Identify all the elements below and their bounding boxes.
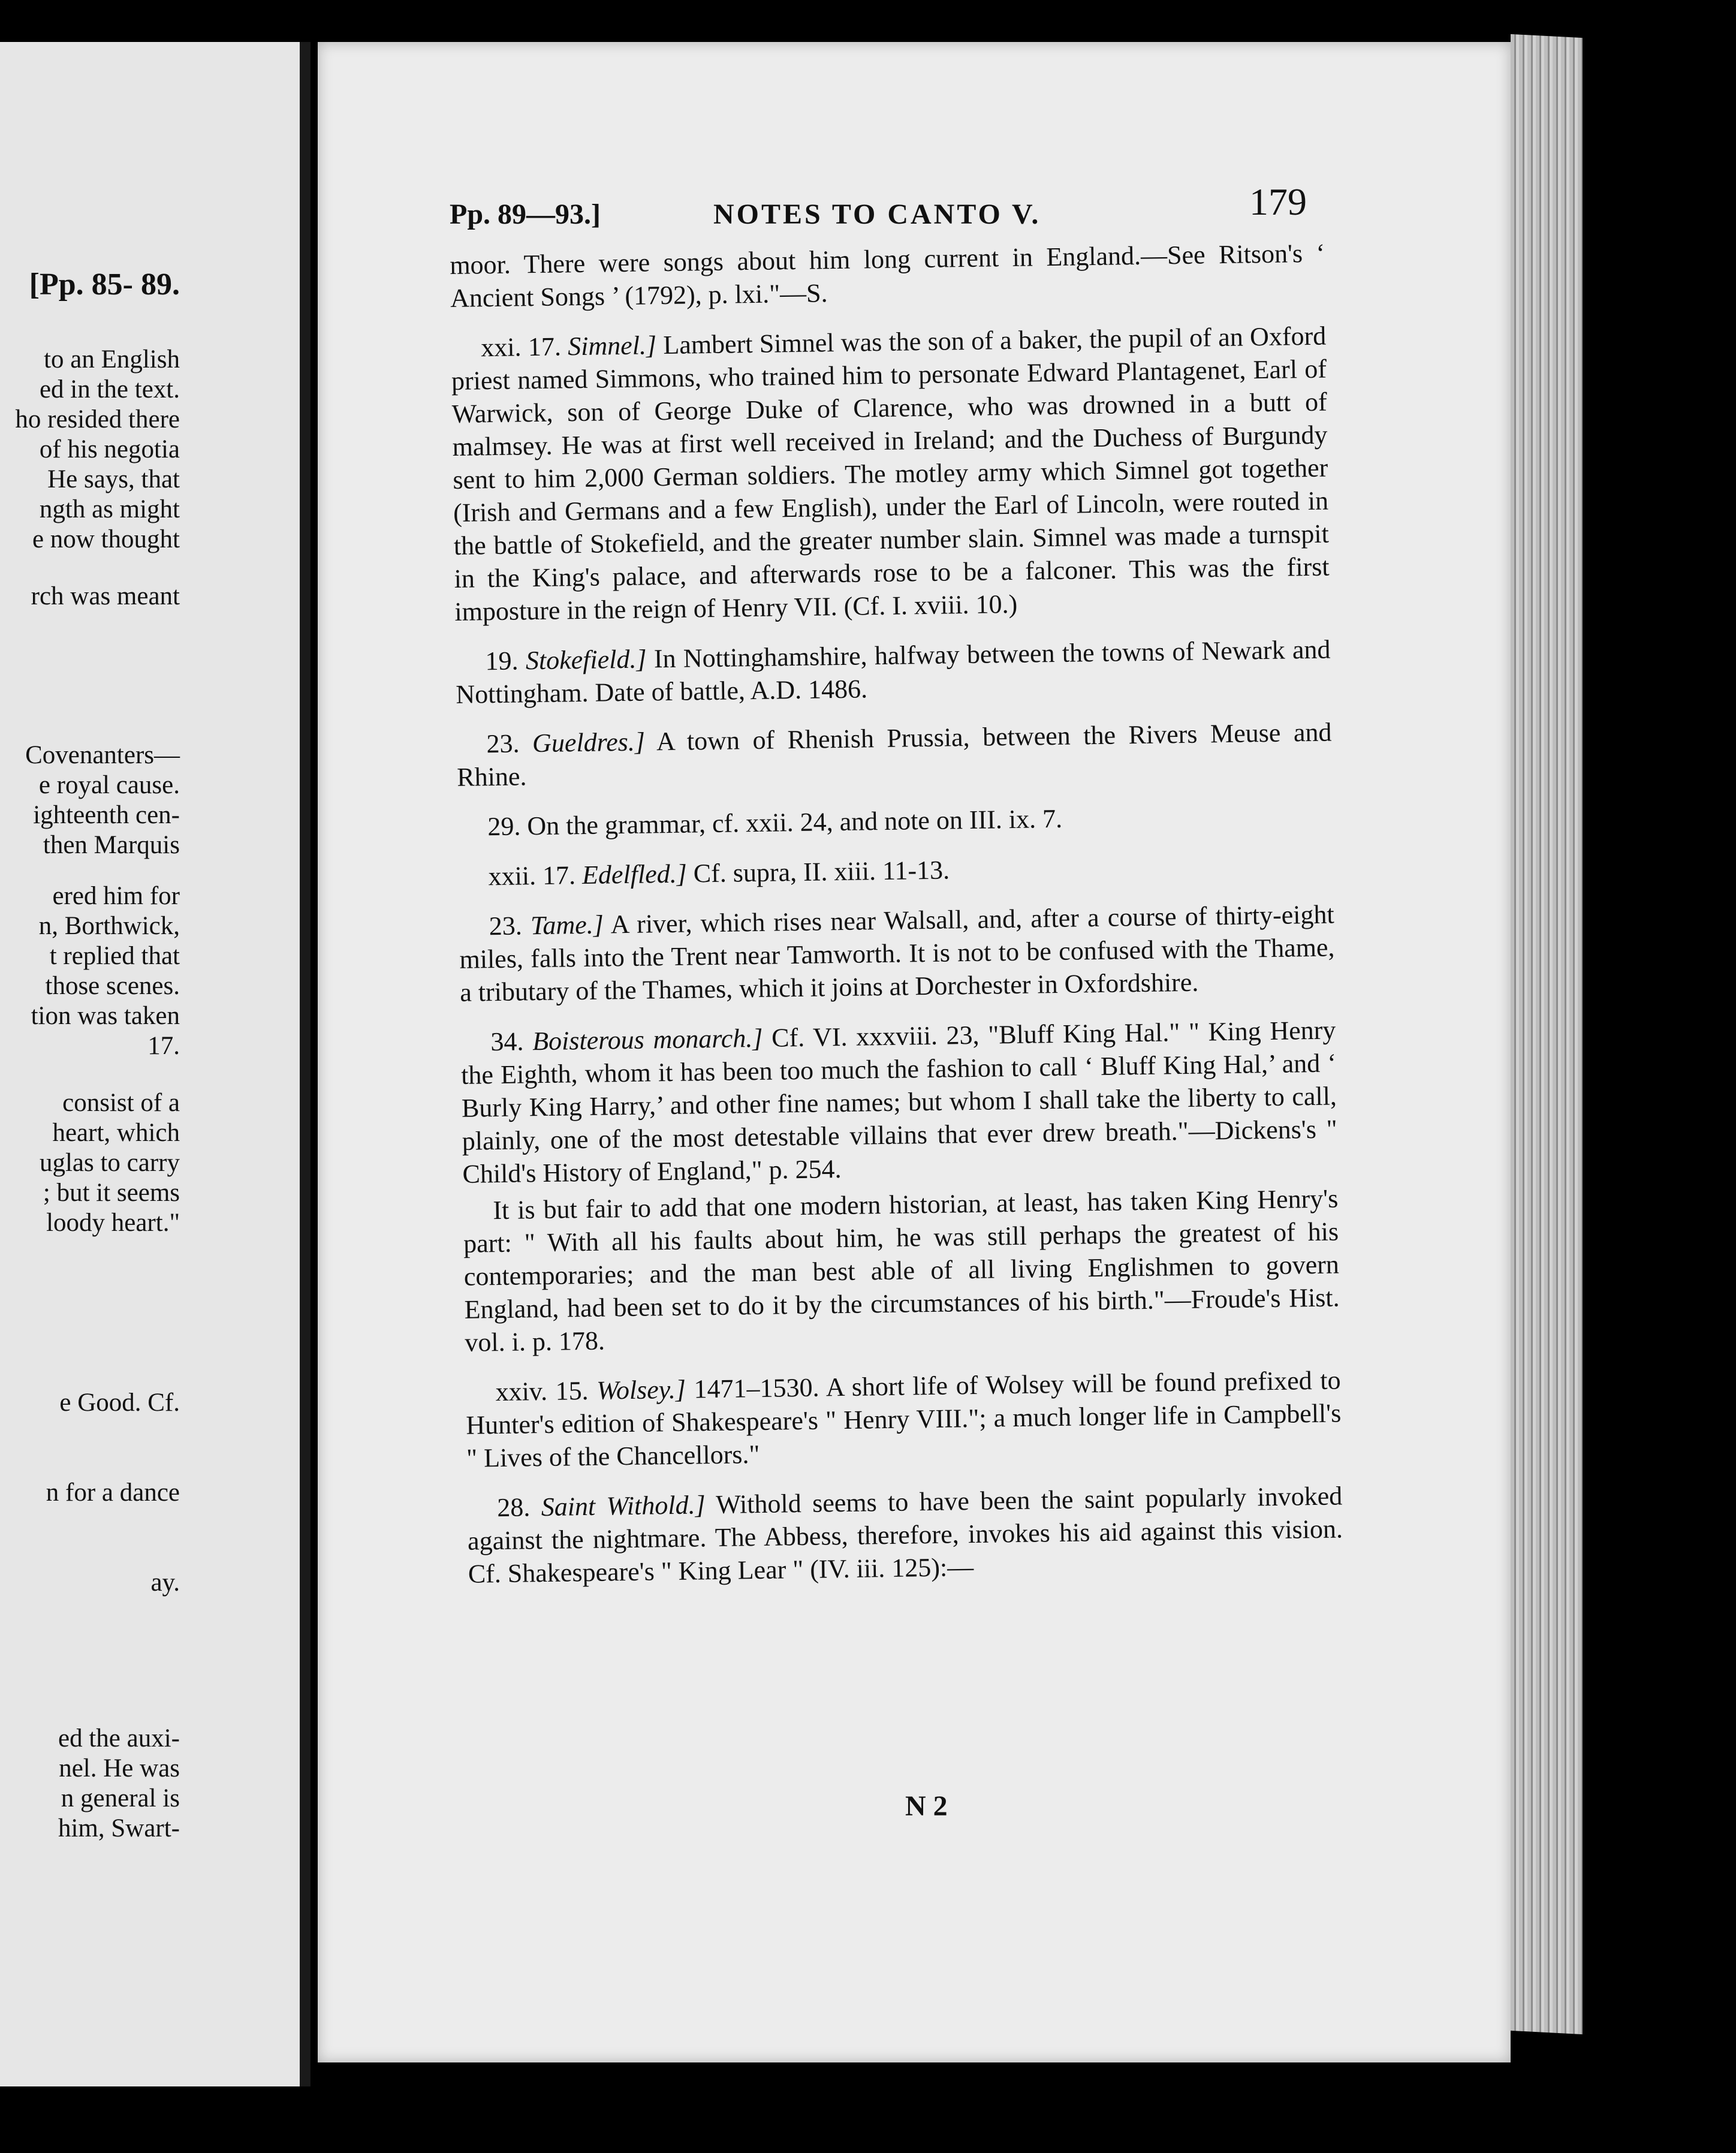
left-page-line: uglas to carry (39, 1149, 180, 1177)
left-page-line: t replied that (49, 942, 180, 970)
note-ref: 19. (485, 646, 519, 676)
note-paragraph (460, 1013, 1338, 1190)
note-ref: 23. (489, 911, 523, 941)
left-page-line: him, Swart- (58, 1814, 180, 1842)
left-page-header: [Pp. 85- 89. (29, 267, 180, 302)
left-page-line: then Marquis (43, 831, 180, 859)
note-text: Withold seems to have been the saint popularly invoked against the nightmare. The Abbess, therefore, invokes his aid against this vision. Cf. Shakespeare's " King Lear " (IV. iii. 125):— (467, 1481, 1343, 1589)
left-page-line: e royal cause. (38, 771, 180, 799)
note-ref: 28. (496, 1492, 531, 1523)
left-page-line: loody heart." (46, 1209, 180, 1237)
note-ref: 23. (486, 728, 520, 759)
note-lemma: Edelfled.] (581, 859, 688, 890)
note-paragraph (467, 1479, 1343, 1590)
left-page-line: ; but it seems (43, 1179, 180, 1207)
note-paragraph (465, 1363, 1342, 1474)
left-page-line: ed the auxi- (58, 1724, 180, 1752)
left-page-line: Covenanters— (25, 741, 180, 769)
left-page-line: ed in the text. (39, 375, 180, 404)
note-ref: xxi. 17. (480, 332, 562, 363)
note-paragraph (450, 237, 1325, 315)
page-number: 179 (1249, 180, 1307, 223)
left-page-line: ngth as might (39, 495, 180, 523)
note-ref: xxii. 17. (488, 860, 576, 892)
notes-body (450, 237, 1343, 1607)
left-page-line: n general is (61, 1784, 180, 1812)
note-paragraph (457, 799, 1333, 844)
left-page-line: ered him for (52, 882, 180, 910)
note-text: 1471–1530. A short life of Wolsey will be found prefixed to Hunter's edition of Shakespeare's " Henry VIII."; a much longer life in Campbell's " Lives of the Chancellors." (466, 1365, 1342, 1473)
note-text: In Nottinghamshire, halfway between the towns of Newark and Nottingham. Date of battle, A.D. 1486. (456, 634, 1331, 709)
page-range: Pp. 89—93.] (450, 198, 601, 230)
note-lemma: Gueldres.] (532, 727, 646, 758)
left-page-line: consist of a (62, 1089, 180, 1117)
note-paragraph (455, 633, 1331, 711)
left-page-line: n for a dance (46, 1479, 180, 1507)
left-page-line: ay. (150, 1568, 180, 1597)
left-page-line: of his negotia (39, 435, 180, 463)
left-page-line: tion was taken (31, 1002, 180, 1030)
note-paragraph (456, 716, 1332, 794)
page-edges (1511, 34, 1583, 2034)
left-page-line: heart, which (52, 1119, 180, 1147)
note-lemma: Boisterous monarch.] (532, 1023, 763, 1056)
note-text: A town of Rhenish Prussia, between the Rivers Meuse and Rhine. (456, 717, 1332, 792)
left-page-line: those scenes. (45, 972, 180, 1000)
note-text: moor. There were songs about him long current in England.—See Ritson's ‘ Ancient Songs ’ (1792), p. lxi."—S. (450, 238, 1325, 313)
note-text: Lambert Simnel was the son of a baker, the pupil of an Oxford priest named Simmons, who trained him to personate Edward Plantagenet, Earl of Warwick, son of George Duke of Clarence, who was drowned in a butt of malmsey. He was at first well received in Ireland; and the Duchess of Burgundy sent to him 2,000 German soldiers. The motley army which Simnel got together (Irish and Germans and a few English), under the Earl of Lincoln, were routed in the battle of Stokefield, and the greater number slain. Simnel was made a turnspit in the King's palace, and afterwards rose to be a falconer. This was the first imposture in the reign of Henry VII. (Cf. I. xviii. 10.) (451, 321, 1330, 627)
note-text: On the grammar, cf. xxii. 24, and note on III. ix. 7. (527, 803, 1063, 841)
note-text: Cf. VI. xxxviii. 23, "Bluff King Hal." " King Henry the Eighth, whom it has been too much the fashion to call ‘ Bluff King Hal,’ and ‘ Burly King Harry,’ and other fine names; but whom I shall take the liberty to call, plainly, one of the most detestable villains that ever drew breath."—Dickens's " Child's History of England," p. 254. (460, 1015, 1337, 1189)
left-page (0, 42, 311, 2086)
note-text: Cf. supra, II. xiii. 11-13. (693, 855, 950, 889)
left-page-line: e Good. Cf. (59, 1389, 180, 1417)
note-ref: 29. (487, 811, 521, 842)
note-lemma: Stokefield.] (525, 644, 647, 676)
note-lemma: Wolsey.] (596, 1374, 686, 1405)
left-page-line: 17. (147, 1032, 180, 1060)
running-head (450, 180, 1307, 234)
left-page-line: nel. He was (59, 1754, 180, 1782)
note-paragraph (458, 848, 1334, 893)
section-title: NOTES TO CANTO V. (713, 198, 1041, 230)
left-page-line: ho resided there (15, 405, 180, 433)
signature-mark: N 2 (905, 1790, 948, 1822)
note-lemma: Tame.] (530, 910, 604, 941)
note-ref: 34. (490, 1026, 524, 1057)
note-paragraph (459, 898, 1335, 1009)
note-text: A river, which rises near Walsall, and, after a course of thirty-eight miles, falls into the Trent near Tamworth. It is not to be confused with the Thame, a tributary of the Thames, which it joins at Dorchester in Oxfordshire. (459, 899, 1335, 1007)
note-paragraph (451, 320, 1330, 628)
left-page-line: ighteenth cen- (33, 801, 180, 829)
note-lemma: Saint Withold.] (541, 1490, 706, 1522)
left-page-line: He says, that (47, 465, 180, 493)
left-page-line: n, Borthwick, (38, 912, 180, 940)
left-page-line: rch was meant (31, 582, 180, 610)
note-ref: xxiv. 15. (495, 1375, 589, 1407)
left-page-line: to an English (44, 345, 180, 374)
left-page-line: e now thought (32, 525, 180, 553)
note-lemma: Simnel.] (567, 330, 657, 362)
note-text: It is but fair to add that one modern historian, at least, has taken King Henry's part: " With all his faults about him, he was still perhaps the greatest of his contemporaries; and the man best able of all living Englishmen to govern England, had been set to do it by the circumstances of his birth."—Froude's Hist. vol. i. p. 178. (463, 1184, 1340, 1357)
note-paragraph (463, 1182, 1340, 1359)
